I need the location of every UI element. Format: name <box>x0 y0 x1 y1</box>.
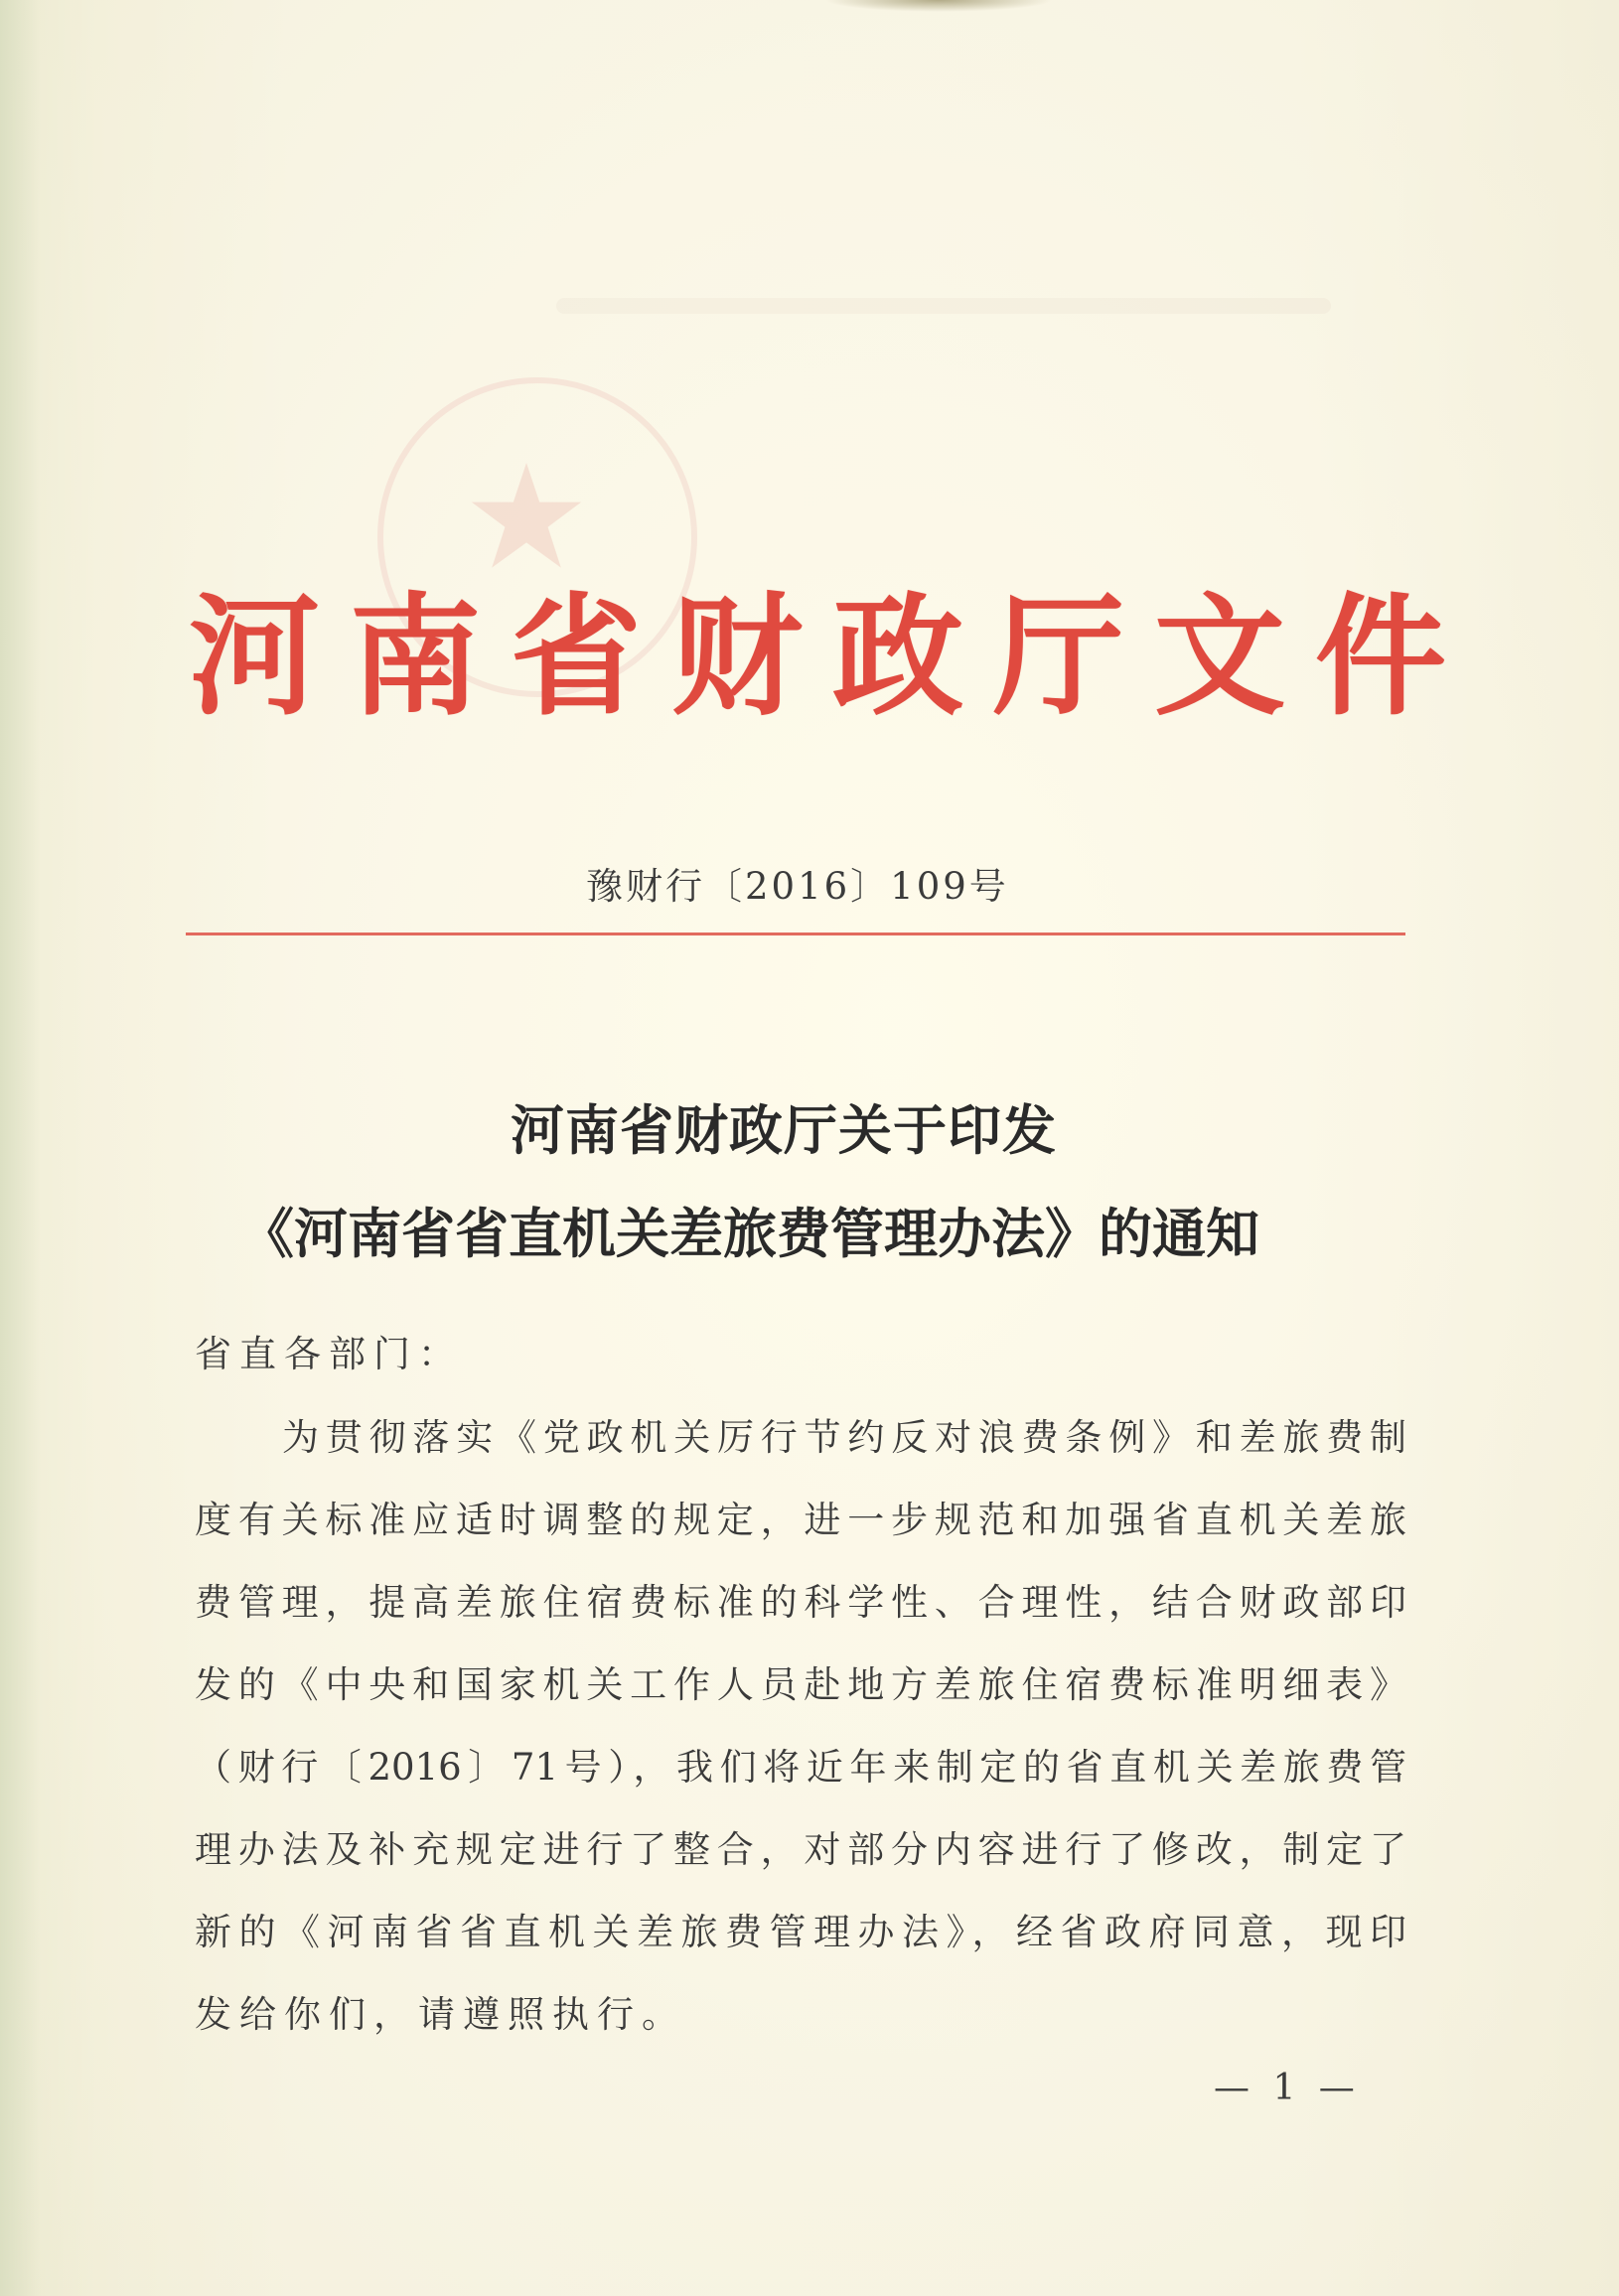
body-line: 发给你们，请遵照执行。 <box>195 1993 686 2036</box>
scan-left-edge <box>0 0 40 2296</box>
body-line: 为贯彻落实《党政机关厉行节约反对浪费条例》和差旅费制 <box>282 1416 1406 1459</box>
body-line: 新的《河南省省直机关差旅费管理办法》，经省政府同意，现印 <box>195 1911 1406 1953</box>
salutation: 省直各部门： <box>195 1333 463 1375</box>
document-number: 豫财行〔2016〕109号 <box>586 865 1009 908</box>
body-line: 费管理，提高差旅住宿费标准的科学性、合理性，结合财政部印 <box>195 1581 1406 1624</box>
red-separator-rule <box>186 933 1405 935</box>
notice-title-line-2: 《河南省省直机关差旅费管理办法》的通知 <box>240 1202 1259 1265</box>
body-line: 度有关标准应适时调整的规定，进一步规范和加强省直机关差旅 <box>195 1499 1406 1541</box>
body-line: （财行〔2016〕71号），我们将近年来制定的省直机关差旅费管 <box>195 1746 1406 1789</box>
notice-title-line-1: 河南省财政厅关于印发 <box>511 1098 1057 1162</box>
body-line: 发的《中央和国家机关工作人员赴地方差旅住宿费标准明细表》 <box>195 1663 1406 1706</box>
letterhead-title: 河南省财政厅文件 <box>189 580 1476 734</box>
bleed-through-text <box>556 298 1331 314</box>
body-line: 理办法及补充规定进行了整合，对部分内容进行了修改，制定了 <box>195 1828 1406 1871</box>
page-number: — 1 — <box>1214 2068 1361 2108</box>
scan-top-mark <box>824 0 1053 12</box>
